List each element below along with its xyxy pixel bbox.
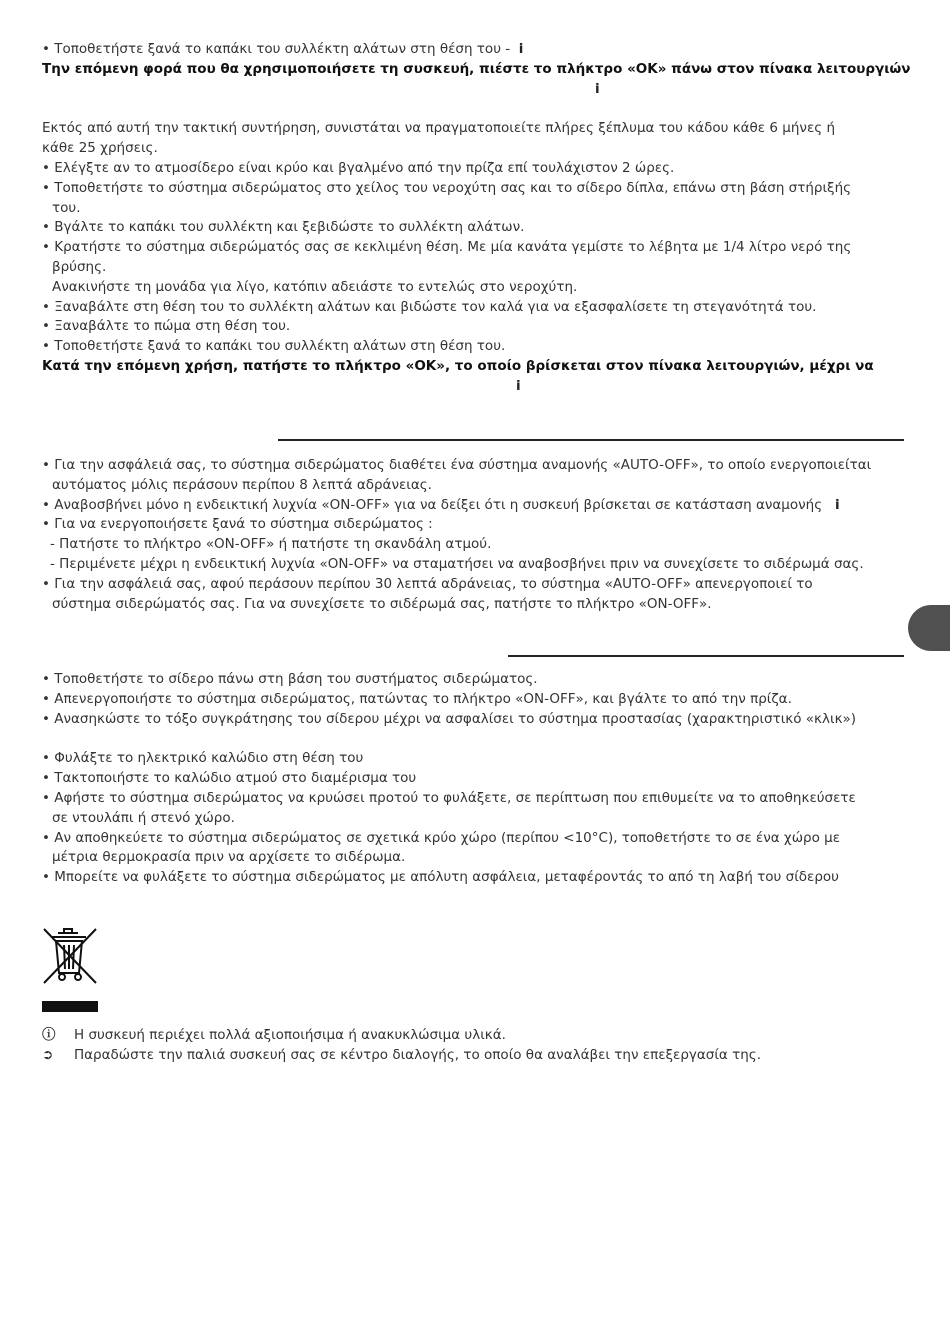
bullet-item: • Απενεργοποιήστε το σύστημα σιδερώματος, πατώντας το πλήκτρο «ON-OFF», και βγάλτε το από την πρίζα. <box>42 690 792 707</box>
bullet-continuation: βρύσης. <box>52 258 107 275</box>
bullet-item: • Ξαναβάλτε το πώμα στη θέση του. <box>42 318 291 335</box>
bullet-item <box>42 496 906 516</box>
bullet-item: • Τακτοποιήστε το καλώδιο ατμού στο διαμέρισμα του <box>42 770 417 787</box>
bullet-continuation: σε ντουλάπι ή στενό χώρο. <box>52 809 235 826</box>
spacer <box>42 99 906 119</box>
bullet-item: • Αφήστε το σύστημα σιδερώματος να κρυώσει προτού το φυλάξετε, σε περίπτωση που επιθυμείτε να το αποθηκεύσετε <box>42 789 856 806</box>
section-divider <box>508 655 904 657</box>
bullet-item: • Κρατήστε το σύστημα σιδερώματός σας σε κεκλιμένη θέση. Με μία κανάτα γεμίστε το λέβητα με 1/4 λίτρο νερό της <box>42 239 852 256</box>
text-line <box>42 40 906 60</box>
bullet-item: • Για την ασφάλειά σας, αφού περάσουν περίπου 30 λεπτά αδράνειας, το σύστημα «AUTO-OFF» απενεργοποιεί το <box>42 575 813 592</box>
bullet-item: • Ελέγξτε αν το ατμοσίδερο είναι κρύο και βγαλμένο από την πρίζα επί τουλάχιστον 2 ώρες. <box>42 159 675 176</box>
bullet-item: • Αν αποθηκεύετε το σύστημα σιδερώματος σε σχετικά κρύο χώρο (περίπου <10°C), τοποθετήστε το σε ένα χώρο με <box>42 829 841 846</box>
sub-item: - Πατήστε το πλήκτρο «ON-OFF» ή πατήστε τη σκανδάλη ατμού. <box>50 536 492 553</box>
bold-instruction: Κατά την επόμενη χρήση, πατήστε το πλήκτρο «OK», το οποίο βρίσκεται στον πίνακα λειτουργιών, μέχρι να <box>42 357 874 374</box>
storage-section <box>42 670 906 888</box>
bullet-item: • Τοποθετήστε το σίδερο πάνω στη βάση του συστήματος σιδερώματος. <box>42 671 538 687</box>
manual-page <box>42 40 911 397</box>
paragraph-line: Εκτός από αυτή την τακτική συντήρηση, συνιστάται να πραγματοποιείτε πλήρες ξέπλυμα του κάδου κάθε 6 μήνες ή <box>42 120 836 137</box>
info-circle-icon: ⓘ <box>42 1027 56 1043</box>
language-tab-marker <box>908 605 950 651</box>
bullet-text: • Τοποθετήστε ξανά το καπάκι του συλλέκτη αλάτων στη θέση του - <box>42 41 511 57</box>
bullet-item: • Φυλάξτε το ηλεκτρικό καλώδιο στη θέση του <box>42 750 364 767</box>
bold-instruction: Την επόμενη φορά που θα χρησιμοποιήσετε τη συσκευή, πιέστε το πλήκτρο «OK» πάνω στον πίνακα λειτουργιών <box>42 60 911 77</box>
hook-arrow-icon: ➲ <box>42 1046 54 1063</box>
bullet-text: • Αναβοσβήνει μόνο η ενδεικτική λυχνία «ON-OFF» για να δείξει ότι η συσκευή βρίσκεται σε κατάσταση αναμονής <box>42 496 823 513</box>
paragraph-line: κάθε 25 χρήσεις. <box>42 140 158 157</box>
bullet-continuation: σύστημα σιδερώματός σας. Για να συνεχίσετε το σιδέρωμά σας, πατήστε το πλήκτρο «ON-OFF». <box>52 595 712 612</box>
info-i-icon: i <box>518 41 524 57</box>
bullet-item: • Ξαναβάλτε στη θέση του το συλλέκτη αλάτων και βιδώστε τον καλά για να εξασφαλίσετε τη στεγανότητά του. <box>42 298 817 315</box>
bullet-item: • Τοποθετήστε το σύστημα σιδερώματος στο χείλος του νεροχύτη σας και το σίδερο δίπλα, επάνω στη βάση στήριξής <box>42 179 852 196</box>
info-i-icon: i <box>595 80 600 97</box>
bullet-item: • Τοποθετήστε ξανά το καπάκι του συλλέκτη αλάτων στη θέση του. <box>42 338 506 355</box>
spacer <box>42 729 906 749</box>
info-i-line <box>42 80 906 100</box>
bullet-item: • Ανασηκώστε το τόξο συγκράτησης του σίδερου μέχρι να ασφαλίσει το σύστημα προστασίας (χαρακτηριστικό «κλικ») <box>42 710 857 727</box>
bullet-continuation: μέτρια θερμοκρασία πριν να αρχίσετε το σιδέρωμα. <box>52 849 406 866</box>
bullet-item: • Βγάλτε το καπάκι του συλλέκτη και ξεβιδώστε το συλλέκτη αλάτων. <box>42 219 525 236</box>
bullet-continuation: Ανακινήστε τη μονάδα για λίγο, κατόπιν αδειάστε το εντελώς στο νεροχύτη. <box>52 278 578 295</box>
info-i-icon: i <box>835 496 840 513</box>
bullet-continuation: του. <box>52 199 81 216</box>
weee-crossed-bin-icon <box>42 925 98 1017</box>
autooff-section <box>42 456 906 614</box>
section-divider <box>278 439 904 441</box>
action-note <box>42 1046 906 1066</box>
bullet-item: • Για την ασφάλειά σας, το σύστημα σιδερώματος διαθέτει ένα σύστημα αναμονής «AUTO-OFF», το οποίο ενεργοποιείται <box>42 457 872 473</box>
info-i-line <box>42 377 906 397</box>
bullet-item: • Για να ενεργοποιήσετε ξανά το σύστημα σιδερώματος : <box>42 516 433 533</box>
note-text: Παραδώστε την παλιά συσκευή σας σε κέντρο διαλογής, το οποίο θα αναλάβει την επεξεργασία της. <box>74 1046 761 1063</box>
info-note <box>42 1026 906 1046</box>
bullet-continuation: αυτόματος μόλις περάσουν περίπου 8 λεπτά αδράνειας. <box>52 476 432 493</box>
note-text: Η συσκευή περιέχει πολλά αξιοποιήσιμα ή ανακυκλώσιμα υλικά. <box>74 1027 506 1043</box>
info-i-icon: i <box>516 377 521 394</box>
environment-notes <box>42 1026 906 1066</box>
bullet-item: • Μπορείτε να φυλάξετε το σύστημα σιδερώματος με απόλυτη ασφάλεια, μεταφέροντάς το από τη λαβή του σίδερου <box>42 869 839 886</box>
sub-item: - Περιμένετε μέχρι η ενδεικτική λυχνία «ON-OFF» να σταματήσει να αναβοσβήνει πριν να συνεχίσετε το σιδέρωμά σας. <box>50 555 864 572</box>
